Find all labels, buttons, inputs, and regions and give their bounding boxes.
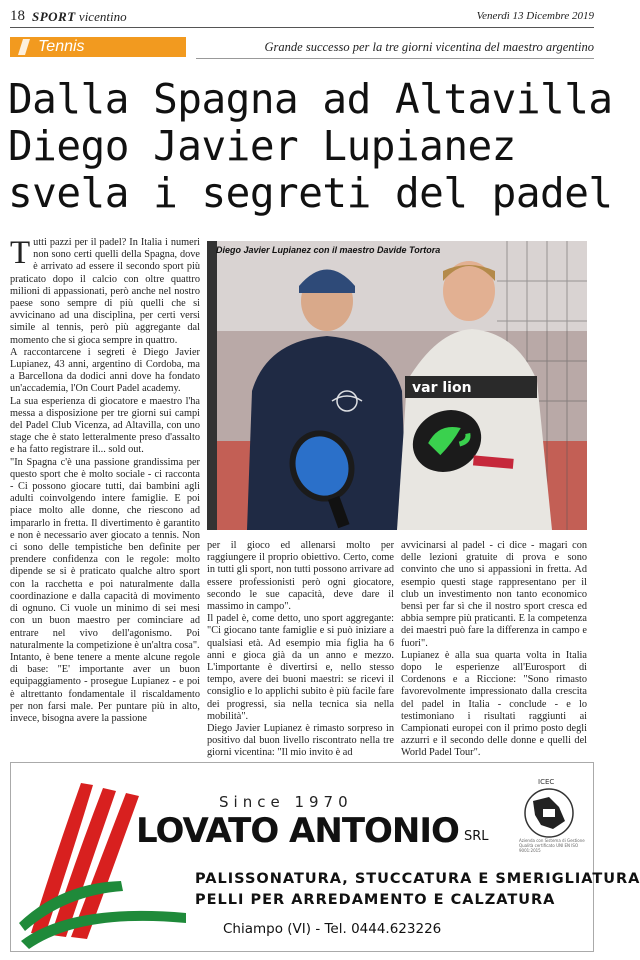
masthead-divider (10, 27, 594, 28)
brand-logo (32, 9, 127, 25)
paragraph: La sua esperienza di giocatore e maestro l'ha messa a disposizione per tre giorni sui campi del Padel Club Vicenza, ad Altavilla, con uno stage che è stato letteralmente preso d'assalto e ha fatto registrare il... sold out. (10, 395, 200, 456)
jersey-text: var lion (412, 380, 472, 396)
advertisement (10, 762, 640, 952)
headline-line: Diego Javier Lupianez (8, 122, 516, 170)
issue-date: Venerdì 13 Dicembre 2019 (476, 10, 594, 22)
headline-line: svela i segreti del padel (8, 169, 613, 217)
ad-service-line: PELLI PER ARREDAMENTO E CALZATURA (195, 892, 556, 908)
certification-note: Azienda con Sistema di Gestione Qualità certificato UNI EN ISO 9001:2015 (519, 838, 585, 853)
ad-company-name: LOVATO ANTONIO (136, 811, 459, 851)
certification-badge-icon (519, 787, 579, 839)
paragraph: Intanto, è bene tenere a mente alcune regole di base: "E' importante aver un buon equipaggiamento - prosegue Lupianez - e poi è altrettanto fondamentale il riscaldamento per non farsi male. Per puntare più in alto, invece, bisogna avere la passione (10, 651, 200, 724)
article-column-2 (207, 540, 394, 759)
headline (8, 75, 613, 217)
dropcap: T (10, 235, 31, 271)
section-tag (10, 37, 186, 57)
kicker-divider (196, 58, 594, 59)
paragraph: Il padel è, come detto, uno sport aggregante: "Ci giocano tante famiglie e si può iniziare a qualsiasi età. Ad esempio mia figlia ha 6 anni e gioca già da un anno e mezzo. L'importante è divertirsi e, nello stesso tempo, avere dei buoni maestri: se ricevi il consiglio e lo applichi subito è più facile fare dei progressi, sia nella tecnica sia nella mobilità". (207, 613, 394, 722)
flag-stripes-logo (11, 763, 191, 953)
photo-caption: Diego Javier Lupianez con il maestro Davide Tortora (216, 245, 441, 255)
paragraph: per il gioco ed allenarsi molto per raggiungere il proprio obiettivo. Certo, come in tutti gli sport, non tutti possono arrivare ad essere professionisti però ogni giocatore, secondo le sue capacità, deve dare il massimo in campo". (207, 540, 394, 613)
ad-contact: Chiampo (VI) - Tel. 0444.623226 (223, 921, 442, 937)
article-kicker: Grande successo per la tre giorni vicentina del maestro argentino (264, 40, 594, 54)
icec-label: ICEC (538, 778, 555, 786)
ad-service-line: PALISSONATURA, STUCCATURA E SMERIGLIATURA (195, 871, 640, 887)
brand-sport: SPORT (32, 9, 76, 24)
photo-illustration (207, 241, 587, 530)
article-column-3 (401, 540, 587, 759)
section-slash-icon (18, 39, 30, 55)
paragraph: Lupianez è alla sua quarta volta in Italia dopo le esperienze all'Eurosport di Cordenons e a Riccione: "Sono rimasto favorevolmente impressionato dalla crescita del padel in Italia - conclude - e lo testimoniano i risultati raggiunti ai Campionati europei con il primo posto degli azzurri e il secondo delle donne e quelli del World Padel Tour". (401, 649, 587, 759)
ad-company-suffix: SRL (464, 829, 489, 844)
article-photo (207, 241, 587, 530)
ad-since: Since 1970 (219, 793, 353, 811)
paragraph: A raccontarcene i segreti è Diego Javier Lupianez, 43 anni, argentino di Cordoba, ma a Barcellona da dodici anni dove ha fondato un'accademia, l'On Court Padel academy. (10, 346, 200, 395)
page-number: 18 (10, 8, 25, 24)
article-column-1 (10, 237, 200, 747)
headline-line: Dalla Spagna ad Altavilla (8, 75, 613, 123)
section-label: Tennis (38, 38, 85, 55)
paragraph: avvicinarsi al padel - ci dice - magari con delle lezioni gratuite di prova e sono convinto che uno si appassioni in fretta. Ad esempio questi stage rappresentano per il club un investimento non tanto economico bensì per far sì che il nostro sport cresca ed abbia sempre più praticanti. E la competenza dei maestri può fare la differenza in campo e fuori". (401, 540, 587, 649)
paragraph: Diego Javier Lupianez è rimasto sorpreso in positivo dal buon livello riscontrato nella tre giorni vicentina: "Il mio invito è ad (207, 723, 394, 759)
paragraph: utti pazzi per il padel? In Italia i numeri non sono certi quelli della Spagna, dove è arrivato ad essere il secondo sport più praticato dopo il calcio con oltre quattro milioni di appassionati, però anche nel nostro paese sono sempre di più quelli che si avvicinano ad una disciplina, per certi versi simile al tennis, però più aggregante dal momento che si gioca sempre in quattro. (10, 237, 200, 346)
masthead (10, 6, 594, 28)
brand-city: vicentino (78, 9, 127, 24)
paragraph: "In Spagna c'è una passione grandissima per questo sport che è molto sociale - ci racconta - Ci possono giocare tutti, dai bambini agli adulti coinvolgendo intere famiglie. E poi piace molto alle donne, che riescono ad impararlo in fretta. Il divertimento è garantito e non è necessario aver giocato a tennis. Non ci sono delle tempistiche ben definite per prendere confidenza con le regole: molto dipende se si è praticato qualche altro sport con la racchetta e poi naturalmente dalla coordinazione e dalla capacità di movimento di ognuno. Ci vuole un minimo di sei mesi con un buon maestro per cominciare ad entrare nel vivo dell'agonismo. Poi naturalmente la competizione è un'altra cosa". (10, 456, 200, 651)
